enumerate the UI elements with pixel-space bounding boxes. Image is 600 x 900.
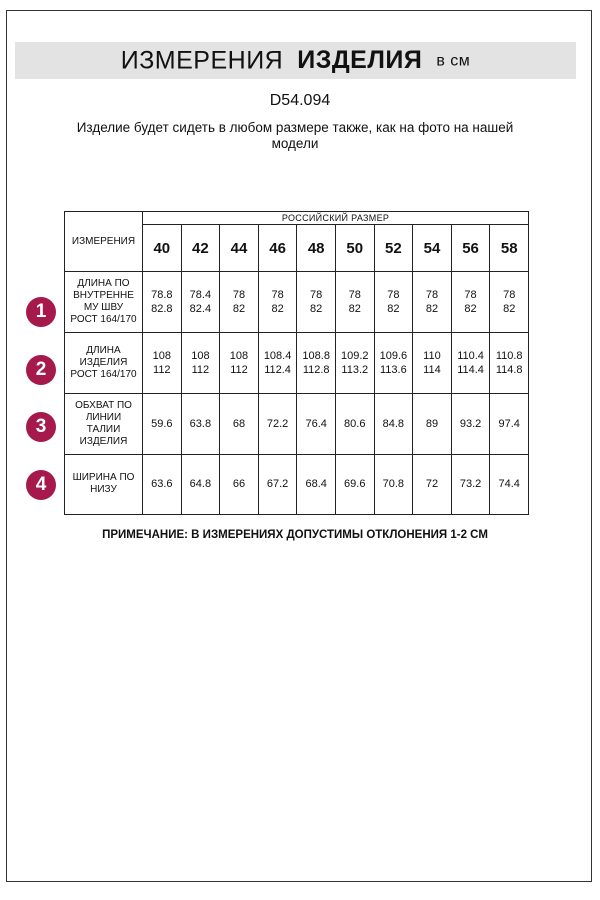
row-number-marker: 1: [26, 297, 56, 327]
measurement-label: ДЛИНА ИЗДЕЛИЯ РОСТ 164/170: [65, 333, 143, 393]
size-header-cell: 42: [181, 225, 220, 272]
size-header-cell: 58: [490, 225, 529, 272]
measurement-value: 72: [413, 454, 452, 514]
measurement-value: 74.4: [490, 454, 529, 514]
row-number-marker: 3: [26, 412, 56, 442]
measurement-value: 97.4: [490, 393, 529, 454]
size-header-cell: 56: [451, 225, 490, 272]
measurement-value: 110.4 114.4: [451, 333, 490, 393]
row-number-marker: 4: [26, 470, 56, 500]
measurement-row: [65, 393, 529, 454]
header-row-group: [65, 212, 529, 225]
measurement-value: 110 114: [413, 333, 452, 393]
measurement-value: 78 82: [490, 272, 529, 333]
measurement-value: 64.8: [181, 454, 220, 514]
measurement-value: 78 82: [297, 272, 336, 333]
measurement-row: [65, 272, 529, 333]
measurement-value: 108 112: [181, 333, 220, 393]
measurement-value: 70.8: [374, 454, 413, 514]
row-number-marker: 2: [26, 355, 56, 385]
size-header-cell: 46: [258, 225, 297, 272]
article-number: D54.094: [269, 92, 331, 109]
measurement-value: 59.6: [143, 393, 182, 454]
measurement-value: 108.8 112.8: [297, 333, 336, 393]
measurement-value: 78 82: [451, 272, 490, 333]
size-header-cell: 44: [220, 225, 259, 272]
measurement-value: 84.8: [374, 393, 413, 454]
title-bar: [15, 42, 576, 79]
tolerance-note: ПРИМЕЧАНИЕ: В ИЗМЕРЕНИЯХ ДОПУСТИМЫ ОТКЛОНЕНИЯ 1-2 СМ: [102, 529, 488, 541]
measurement-label: ДЛИНА ПО ВНУТРЕННЕ МУ ШВУ РОСТ 164/170: [65, 272, 143, 333]
measurement-value: 69.6: [335, 454, 374, 514]
measurement-value: 78 82: [413, 272, 452, 333]
measurement-value: 78 82: [220, 272, 259, 333]
title-part1: ИЗМЕРЕНИЯ: [120, 46, 284, 75]
measurement-value: 109.2 113.2: [335, 333, 374, 393]
measurement-label: ШИРИНА ПО НИЗУ: [65, 454, 143, 514]
measurement-value: 63.6: [143, 454, 182, 514]
measurement-value: 108 112: [143, 333, 182, 393]
measurement-row: [65, 333, 529, 393]
measurement-value: 68.4: [297, 454, 336, 514]
measurement-value: 93.2: [451, 393, 490, 454]
measurement-value: 89: [413, 393, 452, 454]
measurement-value: 78.4 82.4: [181, 272, 220, 333]
measurement-value: 110.8 114.8: [490, 333, 529, 393]
measurement-value: 78 82: [335, 272, 374, 333]
size-header-cell: 40: [143, 225, 182, 272]
measurement-value: 108 112: [220, 333, 259, 393]
size-header-cell: 54: [413, 225, 452, 272]
measurement-value: 78 82: [374, 272, 413, 333]
size-group-header: РОССИЙСКИЙ РАЗМЕР: [143, 212, 529, 225]
measurement-value: 73.2: [451, 454, 490, 514]
measurement-value: 78.8 82.8: [143, 272, 182, 333]
measurement-value: 76.4: [297, 393, 336, 454]
fit-description: Изделие будет сидеть в любом размере также, как на фото на нашей модели: [76, 120, 514, 151]
size-header-cell: 48: [297, 225, 336, 272]
measurement-value: 68: [220, 393, 259, 454]
measurements-table: [64, 211, 529, 515]
measurements-header: ИЗМЕРЕНИЯ: [65, 212, 143, 272]
measurement-row: [65, 454, 529, 514]
measurement-value: 109.6 113.6: [374, 333, 413, 393]
size-header-cell: 52: [374, 225, 413, 272]
measurement-value: 108.4 112.4: [258, 333, 297, 393]
measurement-value: 66: [220, 454, 259, 514]
measurement-value: 80.6: [335, 393, 374, 454]
measurement-value: 63.8: [181, 393, 220, 454]
title-unit: в см: [436, 52, 471, 70]
size-header-cell: 50: [335, 225, 374, 272]
measurement-value: 72.2: [258, 393, 297, 454]
measurement-value: 78 82: [258, 272, 297, 333]
title-part2: ИЗДЕЛИЯ: [297, 46, 423, 75]
measurement-label: ОБХВАТ ПО ЛИНИИ ТАЛИИ ИЗДЕЛИЯ: [65, 393, 143, 454]
measurement-value: 67.2: [258, 454, 297, 514]
